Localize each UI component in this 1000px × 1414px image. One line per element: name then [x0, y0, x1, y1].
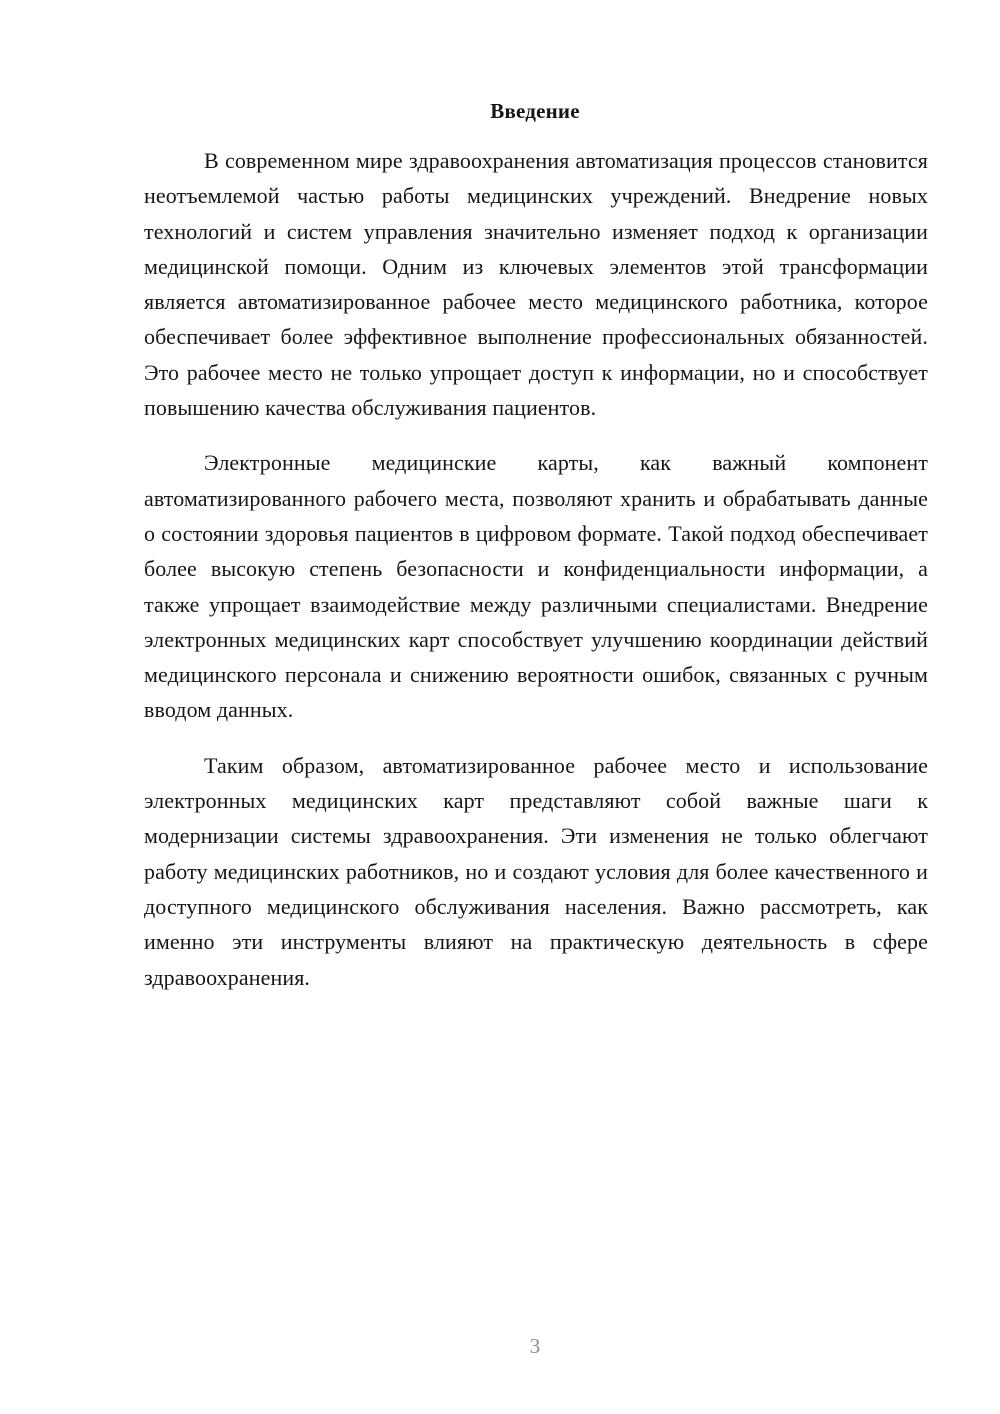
- paragraph-2: Электронные медицинские карты, как важный компонент автоматизированного рабочего места, позволяют хранить и обрабатывать данные о состоянии здоровья пациентов в цифровом формате. Такой подход обеспечивает более высокую степень безопасности и конфиденциальности информации, а также упрощает взаимодействие между различными специалистами. Внедрение электронных медицинских карт способствует улучшению координации действий медицинского персонала и снижению вероятности ошибок, связанных с ручным вводом данных.: [144, 450, 928, 723]
- section-heading: Введение: [490, 99, 580, 123]
- paragraph-3: Таким образом, автоматизированное рабочее место и использование электронных медицинских карт представляют собой важные шаги к модернизации системы здравоохранения. Эти изменения не только облегчают работу медицинских работников, но и создают условия для более качественного и доступного медицинского обслуживания населения. Важно рассмотреть, как именно эти инструменты влияют на практическую деятельность в сфере здравоохранения.: [144, 752, 928, 990]
- body-text: [144, 143, 928, 995]
- paragraph-1: В современном мире здравоохранения автоматизация процессов становится неотъемлемой частью работы медицинских учреждений. Внедрение новых технологий и систем управления значительно изменяет подход к организации медицинской помощи. Одним из ключевых элементов этой трансформации является автоматизированное рабочее место медицинского работника, которое обеспечивает более эффективное выполнение профессиональных обязанностей. Это рабочее место не только упрощает доступ к информации, но и способствует повышению качества обслуживания пациентов.: [144, 148, 928, 421]
- page-number: 3: [529, 1334, 541, 1358]
